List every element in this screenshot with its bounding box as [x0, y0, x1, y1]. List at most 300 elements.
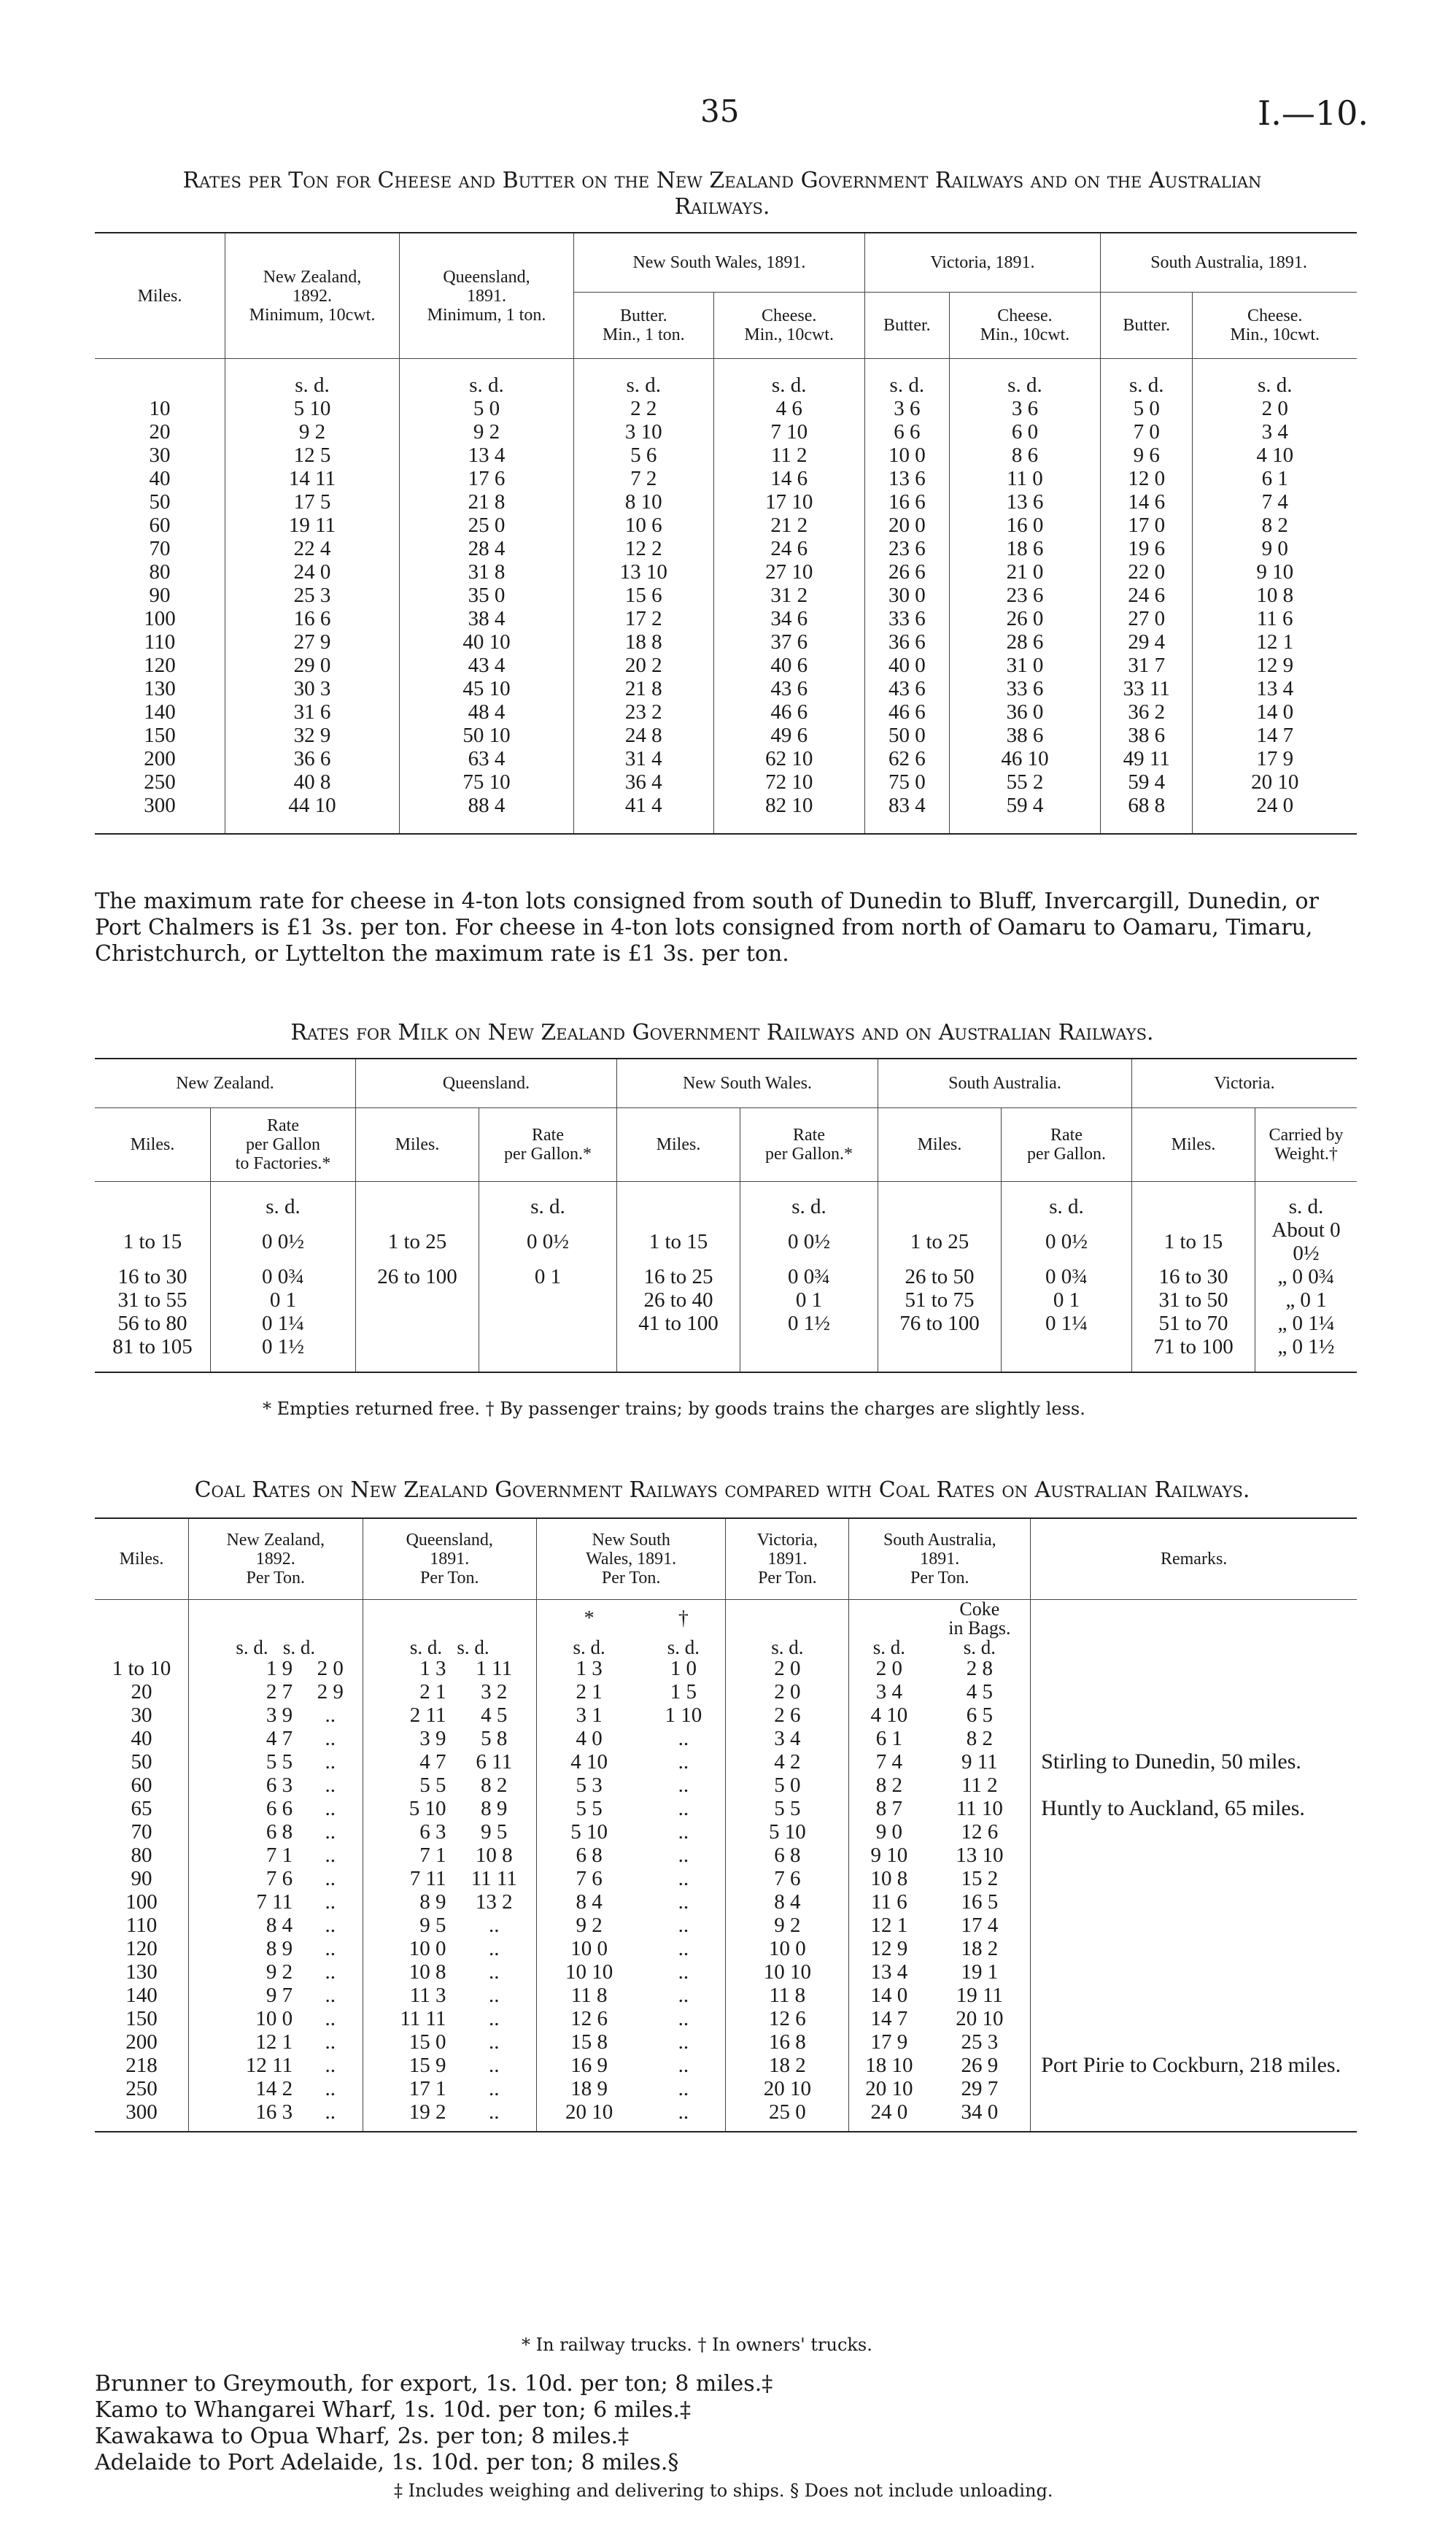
coal-miles-cell: 300	[95, 2100, 189, 2132]
coal-rate-from: 16 3	[255, 2100, 293, 2124]
coal-rate-cell: 10 8	[870, 1867, 908, 1890]
milk-rate-cell	[479, 1288, 617, 1312]
coal-rate-cell	[189, 1680, 299, 1704]
milk-rate-cell: 0 1	[211, 1288, 356, 1312]
col-south-australia: South Australia, 1891.	[1101, 233, 1357, 293]
milk-miles-cell: 31 to 55	[95, 1288, 211, 1312]
miles-cell: 80	[95, 560, 225, 584]
coal-rate-cell: ..	[641, 1867, 726, 1890]
milk-miles-cell	[617, 1335, 740, 1372]
rate-cell: 28 4	[400, 537, 574, 560]
miles-cell: 140	[95, 700, 225, 724]
rate-cell: 5 6	[574, 444, 714, 467]
rate-cell: 43 6	[713, 677, 864, 700]
coal-rate-cell: 7 6	[576, 1867, 603, 1890]
coal-rate-cell	[189, 1844, 299, 1867]
milk-region-new-south-wales: New South Wales.	[617, 1059, 878, 1108]
coal-remarks-cell	[1031, 1657, 1357, 1680]
milk-vic-carried: Carried by Weight.†	[1255, 1108, 1358, 1182]
coal-rate-cell: 17 4	[929, 1914, 1030, 1937]
coal-col-new-south-wales: New South Wales, 1891. Per Ton.	[537, 1518, 726, 1600]
coal-rate-cell	[189, 1937, 299, 1960]
milk-region-south-australia: South Australia.	[878, 1059, 1132, 1108]
rate-cell: 5 0	[1101, 397, 1193, 420]
table-row	[95, 584, 1357, 607]
rate-cell: 17 5	[225, 490, 400, 514]
rate-cell: 12 5	[225, 444, 400, 467]
milk-region-victoria: Victoria.	[1132, 1059, 1358, 1108]
coal-rate-cell: 1 0	[641, 1657, 726, 1680]
cheese-title-line2: Railways.	[674, 194, 770, 220]
coal-rate-cell	[363, 1914, 452, 1937]
milk-sa-rate: Rate per Gallon.	[1002, 1108, 1132, 1182]
cheese-sd-label: s. d.	[400, 359, 574, 398]
rate-cell: 15 6	[574, 584, 714, 607]
milk-miles-cell: 26 to 40	[617, 1288, 740, 1312]
rate-cell: 19 6	[1101, 537, 1193, 560]
coal-remarks-cell: Stirling to Dunedin, 50 miles.	[1041, 1749, 1301, 1774]
coal-rate-cell: ..	[452, 2100, 536, 2132]
coal-rate-cell: ..	[298, 1984, 363, 2007]
rate-cell: 18 6	[949, 537, 1100, 560]
coal-remarks-cell	[1031, 2077, 1357, 2100]
rate-cell: 49 6	[713, 724, 864, 747]
rate-cell: 33 6	[949, 677, 1100, 700]
coal-rate-cell: 34 0	[929, 2100, 1030, 2132]
milk-rate-cell: 0 0½	[211, 1218, 356, 1265]
table-row	[95, 444, 1357, 467]
coal-miles-cell: 80	[95, 1844, 189, 1867]
coal-rate-cell: 14 0	[870, 1984, 908, 2007]
milk-miles-cell: 26 to 100	[356, 1265, 479, 1288]
rate-cell: 82 10	[713, 794, 864, 834]
rate-cell: 29 4	[1101, 630, 1193, 654]
coal-rate-cell: ..	[641, 2054, 726, 2077]
coal-footnote-2: ‡ Includes weighing and delivering to ships. § Does not include unloading.	[394, 2480, 1053, 2501]
table-row	[95, 537, 1357, 560]
coal-rate-cell: 2 0	[726, 1657, 849, 1680]
rate-cell: 59 4	[949, 794, 1100, 834]
rate-cell: 9 10	[1256, 560, 1294, 584]
rate-cell: 24 6	[713, 537, 864, 560]
rate-cell: 33 6	[864, 607, 949, 630]
rate-cell: 50 10	[400, 724, 574, 747]
rate-cell: 16 0	[949, 514, 1100, 537]
milk-rate-cell: About 0 0½	[1271, 1218, 1341, 1265]
coal-rate-cell: ..	[641, 1890, 726, 1914]
milk-miles-cell: 1 to 15	[95, 1218, 211, 1265]
coal-col-miles: Miles.	[95, 1518, 189, 1600]
rate-cell: 45 10	[400, 677, 574, 700]
coal-remarks-cell	[1031, 2100, 1357, 2132]
rate-cell: 26 6	[864, 560, 949, 584]
coal-rate-cell: ..	[641, 1984, 726, 2007]
coal-rate-cell: 19 11	[929, 1984, 1030, 2007]
coal-rate-cell	[363, 1727, 452, 1750]
coal-miles-cell: 150	[95, 2007, 189, 2030]
coal-remarks-cell	[1031, 1727, 1357, 1750]
coal-rate-from: 6 3	[419, 1820, 446, 1844]
coal-col-south-australia: South Australia, 1891. Per Ton.	[849, 1518, 1031, 1600]
coal-note-3: Adelaide to Port Adelaide, 1s. 10d. per ton; 8 miles.§	[95, 2450, 679, 2475]
rate-cell: 31 8	[400, 560, 574, 584]
milk-rate-cell	[740, 1335, 878, 1372]
coal-rate-cell: ..	[298, 1914, 363, 1937]
rate-cell: 25 0	[400, 514, 574, 537]
table-row	[95, 514, 1357, 537]
coal-rates-table	[95, 1517, 1357, 2132]
cheese-sd-spacer	[95, 359, 225, 398]
rate-cell: 3 6	[864, 397, 949, 420]
coal-rate-cell	[363, 2030, 452, 2054]
coal-rate-cell	[363, 1844, 452, 1867]
coal-rate-cell: 13 10	[929, 1844, 1030, 1867]
coal-remarks-cell	[1031, 2030, 1357, 2054]
milk-rates-table	[95, 1058, 1357, 1373]
coal-nsw-owners-trucks-mark: †	[641, 1600, 726, 1639]
milk-rate-cell: 0 0¾	[1002, 1265, 1132, 1288]
rate-cell: 9 0	[1261, 537, 1288, 560]
coal-rate-cell: ..	[452, 1984, 536, 2007]
table-row	[95, 1890, 1357, 1914]
coal-rate-cell: 9 5	[452, 1820, 536, 1844]
coal-rate-cell	[189, 1657, 299, 1680]
table-row	[95, 1774, 1357, 1797]
milk-sd-label: s. d.	[1288, 1195, 1324, 1218]
rate-cell: 36 6	[864, 630, 949, 654]
coal-rate-cell: ..	[641, 1750, 726, 1774]
rate-cell: 20 0	[864, 514, 949, 537]
cheese-sd-label: s. d.	[1257, 374, 1293, 397]
table-row	[95, 560, 1357, 584]
milk-miles-cell: 71 to 100	[1132, 1335, 1255, 1372]
table-row	[95, 654, 1357, 677]
rate-cell: 4 6	[713, 397, 864, 420]
coal-rate-from: 3 9	[266, 1704, 293, 1727]
coal-rate-cell	[363, 1984, 452, 2007]
coal-rate-cell: 8 4	[576, 1890, 603, 1914]
miles-cell: 110	[95, 630, 225, 654]
coal-rate-cell: 1 10	[641, 1704, 726, 1727]
rate-cell: 2 0	[1261, 397, 1288, 420]
coal-rate-cell: 5 3	[576, 1774, 603, 1797]
table-row	[95, 2030, 1357, 2054]
rate-cell: 36 2	[1101, 700, 1193, 724]
coal-rate-from: 2 11	[409, 1704, 446, 1727]
coal-rate-cell: 7 6	[726, 1867, 849, 1890]
coal-rate-cell	[189, 2100, 299, 2132]
col-sa-butter: Butter.	[1101, 293, 1193, 359]
coal-rate-cell	[189, 1820, 299, 1844]
table-row	[95, 2077, 1357, 2100]
coal-rate-cell: 26 9	[929, 2054, 1030, 2077]
coal-rate-cell: ..	[641, 1960, 726, 1984]
coal-rate-from: 6 6	[266, 1797, 293, 1820]
coal-rate-from: 5 10	[408, 1797, 446, 1820]
coal-miles-cell: 20	[95, 1680, 189, 1704]
coal-remarks-cell	[1031, 1704, 1357, 1727]
coal-rate-cell: ..	[298, 1704, 363, 1727]
coal-remarks-cell: Port Pirie to Cockburn, 218 miles.	[1041, 2053, 1341, 2077]
coal-rate-cell: 11 8	[726, 1984, 849, 2007]
rate-cell: 23 6	[864, 537, 949, 560]
milk-sa-miles: Miles.	[878, 1108, 1002, 1182]
coal-miles-cell: 218	[95, 2054, 189, 2077]
coal-rate-cell	[363, 1704, 452, 1727]
milk-miles-cell: 51 to 70	[1132, 1312, 1255, 1335]
rate-cell: 46 6	[713, 700, 864, 724]
coal-rate-cell: 12 1	[870, 1914, 908, 1937]
rate-cell: 21 0	[949, 560, 1100, 584]
table-row	[95, 1937, 1357, 1960]
milk-rate-cell: „ 0 1¼	[1277, 1312, 1335, 1335]
milk-miles-cell: 51 to 75	[878, 1288, 1002, 1312]
coal-rate-cell: 5 8	[452, 1727, 536, 1750]
coal-remarks-cell	[1031, 1844, 1357, 1867]
table-row	[95, 724, 1357, 747]
coal-miles-cell: 60	[95, 1774, 189, 1797]
rate-cell: 2 2	[574, 397, 714, 420]
coal-remarks-cell	[1031, 1937, 1357, 1960]
coal-rate-cell	[363, 1960, 452, 1984]
coal-rate-cell: ..	[641, 1774, 726, 1797]
table-row	[95, 1727, 1357, 1750]
milk-region-new-zealand: New Zealand.	[95, 1059, 356, 1108]
rate-cell: 29 0	[225, 654, 400, 677]
coal-nsw-railway-trucks-mark: *	[584, 1607, 595, 1630]
cheese-sd-label: s. d.	[574, 359, 714, 398]
milk-sd-spacer	[878, 1182, 1002, 1219]
rate-cell: 22 0	[1101, 560, 1193, 584]
coal-rate-cell	[189, 1704, 299, 1727]
cheese-title-line1: Rates per Ton for Cheese and Butter on the New Zealand Government Railways and on the Australian	[182, 168, 1262, 193]
rate-cell: 36 4	[574, 770, 714, 794]
milk-rate-cell: 0 0½	[479, 1218, 617, 1265]
milk-qld-miles: Miles.	[356, 1108, 479, 1182]
milk-sd-spacer	[617, 1182, 740, 1219]
milk-rate-cell	[1002, 1335, 1132, 1372]
coal-rate-cell: ..	[641, 1797, 726, 1820]
rate-cell: 32 9	[225, 724, 400, 747]
rate-cell: 5 0	[400, 397, 574, 420]
coal-rate-cell: 12 6	[726, 2007, 849, 2030]
milk-rate-cell: 0 1½	[740, 1312, 878, 1335]
coal-col-new-zealand: New Zealand, 1892. Per Ton.	[189, 1518, 363, 1600]
coal-rate-cell: ..	[298, 1844, 363, 1867]
rate-cell: 23 6	[949, 584, 1100, 607]
coal-note-0: Brunner to Greymouth, for export, 1s. 10d. per ton; 8 miles.‡	[95, 2371, 773, 2397]
milk-table-title: Rates for Milk on New Zealand Government Railways and on Australian Railways.	[290, 1020, 1154, 1045]
rate-cell: 11 6	[1256, 607, 1293, 630]
coal-sa-sd1: s. d.	[872, 1636, 906, 1658]
table-row	[95, 1914, 1357, 1937]
rate-cell: 13 6	[864, 467, 949, 490]
coal-rate-from: 8 4	[266, 1914, 293, 1937]
coal-rate-cell	[363, 2054, 452, 2077]
milk-rate-cell: 0 0½	[740, 1218, 878, 1265]
rate-cell: 59 4	[1101, 770, 1193, 794]
coal-rate-cell	[189, 2007, 299, 2030]
coal-rate-from: 4 7	[419, 1750, 446, 1774]
rate-cell: 25 3	[225, 584, 400, 607]
coal-rate-cell: 8 7	[875, 1797, 903, 1820]
coal-rate-cell: 8 4	[726, 1890, 849, 1914]
table-row	[95, 1312, 1357, 1335]
coal-sa-coke-header: Coke in Bags.	[929, 1600, 1030, 1639]
milk-miles-cell: 41 to 100	[617, 1312, 740, 1335]
rate-cell: 20 2	[574, 654, 714, 677]
rate-cell: 12 2	[574, 537, 714, 560]
coal-rate-cell: ..	[298, 1937, 363, 1960]
coal-rate-from: 1 9	[266, 1657, 293, 1680]
rate-cell: 27 10	[713, 560, 864, 584]
rate-cell: 6 6	[864, 420, 949, 444]
rate-cell: 16 6	[864, 490, 949, 514]
coal-rate-cell: 5 10	[726, 1820, 849, 1844]
coal-rate-cell: 15 2	[929, 1867, 1030, 1890]
rate-cell: 14 6	[1101, 490, 1193, 514]
coal-rate-cell	[189, 1914, 299, 1937]
coal-rate-cell: 7 4	[875, 1750, 903, 1774]
coal-rate-cell: 20 10	[726, 2077, 849, 2100]
coal-sa-sd2: s. d.	[929, 1638, 1030, 1657]
coal-remarks-cell	[1031, 1960, 1357, 1984]
rate-cell: 27 9	[225, 630, 400, 654]
miles-cell: 40	[95, 467, 225, 490]
rate-cell: 7 10	[713, 420, 864, 444]
milk-sd-spacer	[95, 1182, 211, 1219]
rate-cell: 48 4	[400, 700, 574, 724]
milk-miles-cell: 16 to 25	[617, 1265, 740, 1288]
coal-qld-sd: s. d. s. d.	[363, 1638, 537, 1657]
coal-rate-cell: 4 5	[929, 1680, 1030, 1704]
coal-rate-cell: 11 6	[871, 1890, 907, 1914]
coal-rate-cell: ..	[298, 1890, 363, 1914]
coal-remarks-cell	[1031, 1774, 1357, 1797]
miles-cell: 70	[95, 537, 225, 560]
coal-rate-cell	[363, 1937, 452, 1960]
rate-cell: 33 11	[1101, 677, 1193, 700]
milk-sd-spacer	[1132, 1182, 1255, 1219]
coal-rate-cell	[363, 1680, 452, 1704]
coal-rate-from: 9 7	[266, 1984, 293, 2007]
rate-cell: 24 0	[1256, 794, 1294, 817]
coal-rate-cell: ..	[298, 1960, 363, 1984]
coal-rate-from: 7 1	[266, 1844, 293, 1867]
coal-rate-cell	[189, 2030, 299, 2054]
table-row	[95, 677, 1357, 700]
cheese-sd-label: s. d.	[225, 359, 400, 398]
milk-miles-cell	[356, 1288, 479, 1312]
rate-cell: 7 0	[1101, 420, 1193, 444]
coal-miles-cell: 30	[95, 1704, 189, 1727]
coal-rate-from: 10 8	[408, 1960, 446, 1984]
rate-cell: 3 10	[574, 420, 714, 444]
table-row	[95, 1288, 1357, 1312]
coal-rate-cell	[363, 1867, 452, 1890]
rate-cell: 23 2	[574, 700, 714, 724]
table-row	[95, 397, 1357, 420]
rate-cell: 72 10	[713, 770, 864, 794]
coal-rate-cell: ..	[641, 1914, 726, 1937]
coal-rate-cell: 10 10	[726, 1960, 849, 1984]
coal-footnote: * In railway trucks. † In owners' trucks.	[522, 2335, 872, 2355]
coal-rate-from: 1 3	[419, 1657, 446, 1680]
coal-rate-from: 9 2	[266, 1960, 293, 1984]
coal-rate-cell: 8 2	[875, 1774, 903, 1797]
milk-rate-cell: 0 1	[740, 1288, 878, 1312]
coal-rate-cell: ..	[641, 2030, 726, 2054]
rate-cell: 3 6	[949, 397, 1100, 420]
coal-rate-cell: ..	[452, 1937, 536, 1960]
rate-cell: 21 2	[713, 514, 864, 537]
milk-miles-cell: 31 to 50	[1132, 1288, 1255, 1312]
milk-rate-cell: 0 1	[479, 1265, 617, 1288]
coal-rate-cell: 4 0	[576, 1727, 603, 1750]
miles-cell: 10	[95, 397, 225, 420]
col-nsw-cheese: Cheese. Min., 10cwt.	[713, 293, 864, 359]
col-vic-butter: Butter.	[864, 293, 949, 359]
rate-cell: 10 8	[1256, 584, 1294, 607]
milk-rate-cell: „ 0 1	[1285, 1288, 1327, 1312]
rate-cell: 36 6	[225, 747, 400, 770]
coal-rate-cell: ..	[298, 2100, 363, 2132]
coal-miles-cell: 200	[95, 2030, 189, 2054]
coal-rate-cell: 8 2	[929, 1727, 1030, 1750]
milk-miles-cell: 1 to 15	[1132, 1218, 1255, 1265]
miles-cell: 90	[95, 584, 225, 607]
coal-miles-cell: 1 to 10	[95, 1657, 189, 1680]
rate-cell: 6 0	[949, 420, 1100, 444]
rate-cell: 28 6	[949, 630, 1100, 654]
coal-rate-cell: ..	[641, 2077, 726, 2100]
rate-cell: 35 0	[400, 584, 574, 607]
coal-rate-cell: 10 0	[726, 1937, 849, 1960]
coal-rate-from: 17 1	[408, 2077, 446, 2100]
coal-rate-cell: 13 4	[870, 1960, 908, 1984]
coal-rate-cell	[363, 1657, 452, 1680]
miles-cell: 100	[95, 607, 225, 630]
cheese-sd-label: s. d.	[1101, 359, 1193, 398]
rate-cell: 36 0	[949, 700, 1100, 724]
table-row	[95, 1704, 1357, 1727]
coal-rate-cell: 8 2	[452, 1774, 536, 1797]
coal-col-queensland: Queensland, 1891. Per Ton.	[363, 1518, 537, 1600]
rate-cell: 24 6	[1101, 584, 1193, 607]
table-row	[95, 1218, 1357, 1265]
coal-rate-cell: ..	[641, 1937, 726, 1960]
rate-cell: 83 4	[864, 794, 949, 834]
coal-rate-cell: ..	[641, 1820, 726, 1844]
coal-rate-cell: 5 5	[726, 1797, 849, 1820]
coal-table-title: Coal Rates on New Zealand Government Railways compared with Coal Rates on Australian Railways.	[194, 1477, 1250, 1503]
milk-miles-cell: 1 to 25	[878, 1218, 1002, 1265]
rate-cell: 21 8	[574, 677, 714, 700]
coal-rate-cell: 3 4	[726, 1727, 849, 1750]
coal-rate-cell	[363, 2007, 452, 2030]
milk-rate-cell: 0 0½	[1002, 1218, 1132, 1265]
table-row	[95, 1657, 1357, 1680]
rate-cell: 10 6	[574, 514, 714, 537]
coal-rate-cell: 25 3	[929, 2030, 1030, 2054]
coal-miles-cell: 140	[95, 1984, 189, 2007]
milk-miles-cell	[356, 1312, 479, 1335]
coal-miles-cell: 65	[95, 1797, 189, 1820]
rate-cell: 34 6	[713, 607, 864, 630]
coal-rate-cell	[363, 1890, 452, 1914]
coal-col-victoria: Victoria, 1891. Per Ton.	[726, 1518, 849, 1600]
milk-vic-miles: Miles.	[1132, 1108, 1255, 1182]
